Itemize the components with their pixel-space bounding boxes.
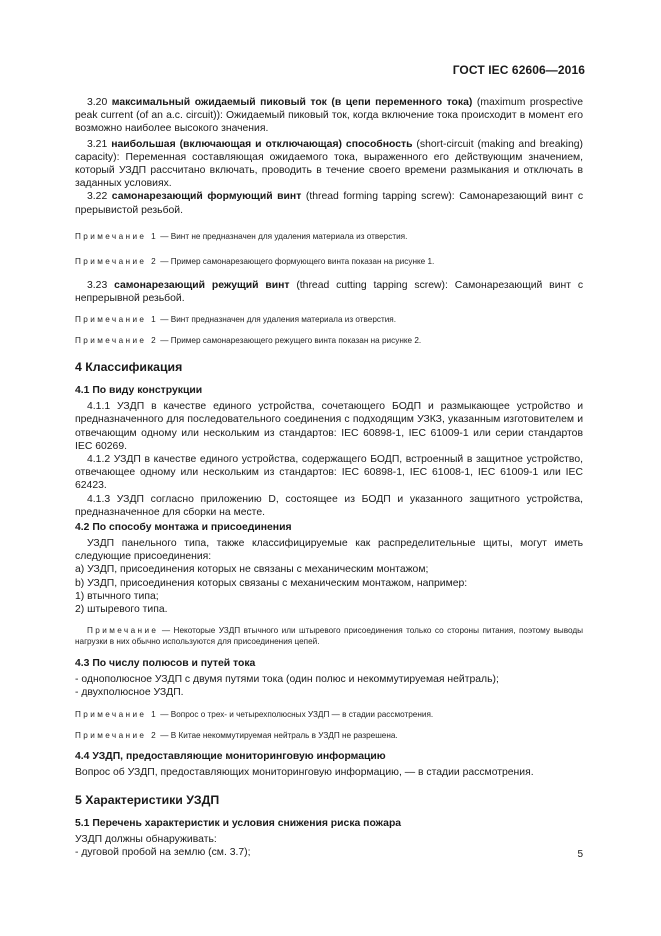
note-label: Примечание [87, 626, 159, 636]
note-text: — Пример самонарезающего режущего винта показан на рисунке 2. [158, 336, 422, 346]
list-item-5-1-a: - дуговой пробой на землю (см. 3.7); [75, 847, 251, 859]
clause-text: (thread cutting tapping screw): Самонарезающий винт с непрерывной резьбой. [75, 279, 584, 305]
note-4-3-1 [75, 709, 583, 720]
subsection-4-2-title: 4.2 По способу монтажа и присоединения [75, 522, 292, 534]
note-text: — Винт не предназначен для удаления материала из отверстия. [158, 231, 408, 241]
clause-number: 3.20 [87, 97, 108, 108]
note-label: Примечание 2 [75, 336, 159, 346]
list-item-4-3-b: - двухполюсное УЗДП. [75, 687, 184, 699]
section-4-title: 4 Классификация [75, 360, 183, 375]
note-3-23-2 [75, 335, 583, 346]
clause-5-1-intro: УЗДП должны обнаруживать: [75, 833, 217, 845]
clause-3-20 [75, 96, 583, 136]
list-item-4-2-b: b) УЗДП, присоединения которых связаны с механическим монтажом, например: [75, 577, 468, 589]
clause-text: (short-circuit (making and breaking) capacity): Переменная составляющая ожидаемого тока, выраженного его действующим значением, который УЗДП рассчитано включать, проводить в течение своего времени размыкания и отключать в заданных условиях. [75, 138, 584, 190]
note-text: — Вопрос о трех- и четырехполюсных УЗДП — в стадии рассмотрения. [158, 709, 434, 719]
note-label: Примечание 1 [75, 231, 159, 241]
page-number: 5 [577, 849, 583, 860]
standard-header: ГОСТ IEC 62606—2016 [452, 63, 585, 77]
note-text: — В Китае некоммутируемая нейтраль в УЗДП не разрешена. [158, 730, 398, 740]
note-text: — Винт предназначен для удаления материала из отверстия. [158, 315, 396, 325]
note-label: Примечание 1 [75, 315, 159, 325]
note-label: Примечание 1 [75, 709, 159, 719]
list-item-4-2-a: а) УЗДП, присоединения которых не связаны с механическим монтажом; [75, 564, 429, 576]
clause-3-22 [75, 190, 583, 216]
subsection-4-1-title: 4.1 По виду конструкции [75, 385, 203, 397]
clause-4-1-2: 4.1.2 УЗДП в качестве единого устройства, содержащего БОДП, встроенный в защитное устройство, отвечающее одному или нескольким из стандартов: IEC 60898-1, IEC 61008-1, IEC 61009-1 или IEC 62423. [75, 454, 583, 492]
note-3-23-1 [75, 314, 583, 325]
list-item-4-2-1: 1) втычного типа; [75, 590, 159, 602]
note-label: Примечание 2 [75, 730, 159, 740]
note-3-22-2 [75, 256, 583, 267]
clause-4-2-intro: УЗДП панельного типа, также классифицируемые как распределительные щиты, могут иметь следующие присоединения: [75, 538, 583, 563]
clause-term: наибольшая (включающая и отключающая) способность [111, 138, 413, 150]
clause-3-21 [75, 138, 583, 191]
note-3-22-1 [75, 231, 583, 242]
list-item-4-2-2: 2) штыревого типа. [75, 604, 168, 616]
clause-number: 3.22 [87, 191, 108, 203]
note-text: — Некоторые УЗДП втычного или штыревого присоединения только со стороны питания, поэтому выводы нагрузки в них обычно используются для присоединения цепей. [75, 626, 583, 647]
note-4-2 [75, 625, 583, 647]
subsection-5-1-title: 5.1 Перечень характеристик и условия снижения риска пожара [75, 817, 402, 829]
clause-number: 3.23 [87, 279, 108, 291]
clause-4-4-text: Вопрос об УЗДП, предоставляющих мониторинговую информацию, — в стадии рассмотрения. [75, 766, 534, 778]
clause-term: максимальный ожидаемый пиковый ток (в цепи переменного тока) [111, 97, 473, 108]
note-label: Примечание 2 [75, 256, 159, 266]
note-4-3-2 [75, 730, 583, 741]
clause-4-1-3: 4.1.3 УЗДП согласно приложению D, состоящее из БОДП и указанного защитного устройства, предназначенное для сборки на месте. [75, 493, 583, 518]
list-item-4-3-a: - однополюсное УЗДП с двумя путями тока (один полюс и некоммутируемая нейтраль); [75, 674, 499, 686]
clause-text: (maximum prospective peak current (of an a.c. circuit)): Ожидаемый пиковый ток, когда включение тока происходит в момент его возможно наиболее высокого значения. [75, 97, 584, 135]
page-content [75, 96, 583, 859]
clause-term: самонарезающий формующий винт [111, 191, 302, 203]
clause-term: самонарезающий режущий винт [114, 279, 290, 291]
clause-4-1-1: 4.1.1 УЗДП в качестве единого устройства, сочетающего БОДП и размыкающее устройство и предназначенного для последовательного соединения с подходящим УЗКЗ, указанным изготовителем и отвечающим одному или нескольким из стандартов: IEC 60898-1, IEC 61009-1 или серии стандартов IEC 60269. [75, 401, 583, 452]
subsection-4-3-title: 4.3 По числу полюсов и путей тока [75, 658, 256, 670]
clause-text: (thread forming tapping screw): Самонарезающий винт с прерывистой резьбой. [75, 191, 584, 216]
clause-3-23 [75, 279, 583, 305]
subsection-4-4-title: 4.4 УЗДП, предоставляющие мониторинговую информацию [75, 750, 386, 762]
clause-number: 3.21 [87, 138, 108, 150]
note-text: — Пример самонарезающего формующего винта показан на рисунке 1. [158, 256, 435, 266]
section-5-title: 5 Характеристики УЗДП [75, 792, 220, 807]
